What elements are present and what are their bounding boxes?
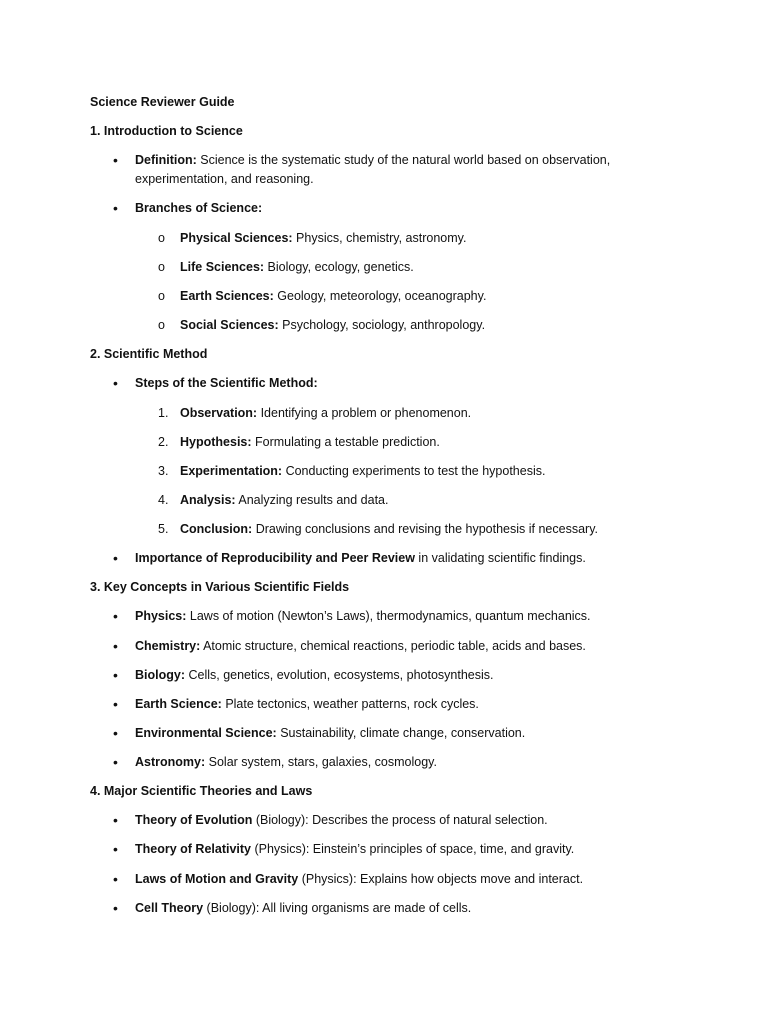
bullet-marker: • (113, 638, 118, 654)
section-heading-4: 4. Major Scientific Theories and Laws (90, 784, 313, 798)
step-text: Identifying a problem or phenomenon. (257, 406, 472, 420)
step-number: 5. (158, 522, 169, 536)
step-text: Drawing conclusions and revising the hypothesis if necessary. (252, 522, 598, 536)
branch-term: Life Sciences: (180, 260, 265, 274)
theory-text: (Physics): Explains how objects move and interact. (298, 872, 584, 886)
field-item (135, 607, 591, 625)
section-heading-2: 2. Scientific Method (90, 347, 208, 361)
bullet-marker: • (113, 152, 118, 168)
sub-bullet-marker: o (158, 231, 165, 245)
importance-item (135, 549, 586, 567)
definition-item (135, 151, 610, 169)
field-term: Earth Science: (135, 697, 222, 711)
field-text: Laws of motion (Newton’s Laws), thermodynamics, quantum mechanics. (186, 609, 591, 623)
field-text: Plate tectonics, weather patterns, rock cycles. (221, 697, 479, 711)
step-number: 1. (158, 406, 169, 420)
field-text: Solar system, stars, galaxies, cosmology. (205, 755, 437, 769)
bullet-marker: • (113, 375, 118, 391)
bullet-marker: • (113, 812, 118, 828)
steps-label: Steps of the Scientific Method: (135, 376, 318, 390)
bullet-marker: • (113, 550, 118, 566)
branch-term: Social Sciences: (180, 318, 279, 332)
theory-term: Cell Theory (135, 901, 204, 915)
field-item (135, 724, 525, 742)
step-number: 2. (158, 435, 169, 449)
branch-text: Biology, ecology, genetics. (264, 260, 414, 274)
bullet-marker: • (113, 608, 118, 624)
field-item (135, 695, 479, 713)
branch-item (180, 229, 466, 247)
step-text: Formulating a testable prediction. (251, 435, 440, 449)
step-term: Experimentation: (180, 464, 283, 478)
branch-item (180, 287, 486, 305)
bullet-marker: • (113, 900, 118, 916)
bullet-marker: • (113, 200, 118, 216)
field-text: Atomic structure, chemical reactions, periodic table, acids and bases. (200, 639, 586, 653)
step-item (180, 520, 598, 538)
definition-text-continued: experimentation, and reasoning. (135, 172, 314, 186)
step-term: Analysis: (180, 493, 236, 507)
bullet-marker: • (113, 667, 118, 683)
branch-text: Geology, meteorology, oceanography. (273, 289, 487, 303)
step-text: Analyzing results and data. (235, 493, 389, 507)
branch-term: Physical Sciences: (180, 231, 293, 245)
field-text: Cells, genetics, evolution, ecosystems, photosynthesis. (185, 668, 494, 682)
step-item (180, 491, 388, 509)
step-term: Conclusion: (180, 522, 253, 536)
field-term: Environmental Science: (135, 726, 277, 740)
field-term: Physics: (135, 609, 187, 623)
branch-term: Earth Sciences: (180, 289, 274, 303)
step-text: Conducting experiments to test the hypothesis. (282, 464, 546, 478)
field-term: Astronomy: (135, 755, 206, 769)
bullet-marker: • (113, 841, 118, 857)
sub-bullet-marker: o (158, 260, 165, 274)
field-term: Chemistry: (135, 639, 201, 653)
theory-term: Laws of Motion and Gravity (135, 872, 299, 886)
branches-label: Branches of Science: (135, 201, 263, 215)
theory-item (135, 811, 548, 829)
theory-term: Theory of Relativity (135, 842, 251, 856)
sub-bullet-marker: o (158, 318, 165, 332)
theory-term: Theory of Evolution (135, 813, 253, 827)
definition-text: Science is the systematic study of the natural world based on observation, (196, 153, 611, 167)
theory-text: (Biology): All living organisms are made of cells. (203, 901, 472, 915)
theory-item (135, 840, 574, 858)
step-number: 3. (158, 464, 169, 478)
importance-text: in validating scientific findings. (414, 551, 586, 565)
section-heading-3: 3. Key Concepts in Various Scientific Fields (90, 580, 350, 594)
step-item (180, 433, 440, 451)
step-item (180, 462, 545, 480)
step-number: 4. (158, 493, 169, 507)
bullet-marker: • (113, 871, 118, 887)
branch-text: Psychology, sociology, anthropology. (278, 318, 486, 332)
bullet-marker: • (113, 696, 118, 712)
theory-item (135, 899, 471, 917)
field-text: Sustainability, climate change, conservation. (276, 726, 526, 740)
step-term: Hypothesis: (180, 435, 252, 449)
importance-term: Importance of Reproducibility and Peer Review (135, 551, 415, 565)
theory-text: (Biology): Describes the process of natural selection. (252, 813, 548, 827)
field-item (135, 637, 586, 655)
field-item (135, 753, 437, 771)
step-item (180, 404, 471, 422)
sub-bullet-marker: o (158, 289, 165, 303)
step-term: Observation: (180, 406, 258, 420)
field-item (135, 666, 493, 684)
branch-text: Physics, chemistry, astronomy. (292, 231, 467, 245)
field-term: Biology: (135, 668, 185, 682)
branch-item (180, 258, 414, 276)
theory-text: (Physics): Einstein’s principles of space, time, and gravity. (251, 842, 575, 856)
bullet-marker: • (113, 725, 118, 741)
document-title: Science Reviewer Guide (90, 95, 235, 109)
section-heading-1: 1. Introduction to Science (90, 124, 243, 138)
branch-item (180, 316, 485, 334)
theory-item (135, 870, 583, 888)
definition-term: Definition: (135, 153, 197, 167)
bullet-marker: • (113, 754, 118, 770)
